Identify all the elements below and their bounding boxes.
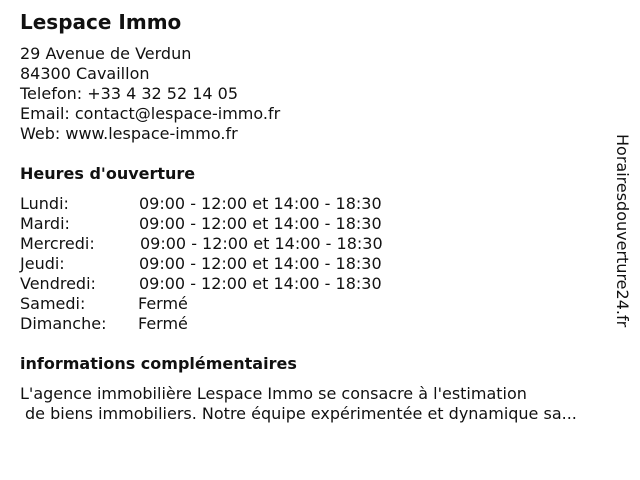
time-value: 09:00 - 12:00 et 14:00 - 18:30	[139, 214, 382, 233]
time-value: 09:00 - 12:00 et 14:00 - 18:30	[139, 254, 382, 273]
day-label: Jeudi:	[20, 254, 65, 273]
additional-info-heading: informations complémentaires	[20, 354, 297, 373]
watermark	[612, 134, 632, 342]
watermark-text: Horairesdouverture24.fr	[613, 134, 632, 328]
agency-name: Lespace Immo	[20, 10, 182, 34]
description-line-1: L'agence immobilière Lespace Immo se consacre à l'estimation	[20, 384, 527, 403]
day-label: Dimanche:	[20, 314, 107, 333]
description-line-2: de biens immobiliers. Notre équipe expérimentée et dynamique sa...	[25, 404, 577, 423]
day-label: Mardi:	[20, 214, 70, 233]
opening-hours-heading: Heures d'ouverture	[20, 164, 196, 183]
time-value: Fermé	[138, 314, 188, 333]
agency-description	[20, 384, 577, 424]
day-label: Samedi:	[20, 294, 86, 313]
time-value: 09:00 - 12:00 et 14:00 - 18:30	[139, 194, 382, 213]
time-value: 09:00 - 12:00 et 14:00 - 18:30	[139, 274, 382, 293]
phone-line: Telefon: +33 4 32 52 14 05	[20, 84, 239, 103]
web-line: Web: www.lespace-immo.fr	[20, 124, 238, 143]
email-line: Email: contact@lespace-immo.fr	[20, 104, 281, 123]
contact-block	[20, 44, 280, 144]
day-label: Mercredi:	[20, 234, 95, 253]
time-value: 09:00 - 12:00 et 14:00 - 18:30	[140, 234, 383, 253]
day-label: Lundi:	[20, 194, 69, 213]
time-value: Fermé	[138, 294, 188, 313]
day-label: Vendredi:	[20, 274, 96, 293]
address-street: 29 Avenue de Verdun	[20, 44, 192, 63]
address-city: 84300 Cavaillon	[20, 64, 150, 83]
